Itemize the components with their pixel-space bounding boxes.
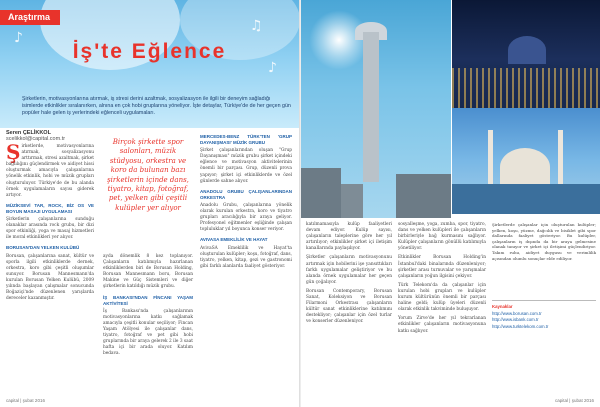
city-lights — [452, 68, 600, 108]
article-column-5 — [398, 222, 486, 338]
building — [341, 184, 363, 218]
web-link[interactable]: http://www.turktelekom.com.tr — [492, 323, 549, 329]
author-email: scelikkol@capital.com.tr — [6, 136, 66, 142]
article-paragraph: ayda dönemlik 8 kez toplanıyor. Çalışanların katılımıyla hazırlanan etkinliklerden biri de Borusan Holding, Borusan Mannesmann boru, Borusan Makine ve Güç Sistemleri ve diğer şirketlerin katıldığı müzik grubu. — [103, 254, 193, 290]
drop-cap: Ş — [6, 140, 21, 164]
sun-glare — [309, 10, 369, 70]
music-note-icon: ♫ — [250, 18, 263, 34]
music-note-icon: ♪ — [14, 30, 23, 46]
paragraph-text: irketlerde, motivasyonlarına atırmak, sosyalizasyonu arttırmak, stresi azaltmak, şirket bağlılığını güçlendirmek ve aidiyet hissi oluşturmak amacıyla çalışanlarına yönelik etkinlik, hobi ve müzik grupları oluşturuluyor. Türkiye'de de bu alanda örnek uygulamaların sayısı giderek artıyor. — [6, 144, 94, 198]
article-paragraph: Borusan Contemporary, Borusan Sanat, Koleksiyon ve Borusan Filarmoni Orkestrası çalışanların kültür sanat etkinliklerine katılımını destekliyor; çalışanlar için özel turlar ve konserler düzenleniyor. — [306, 288, 392, 325]
article-column-4 — [306, 222, 392, 329]
article-paragraph: Şirket çalışanlarından oluşan "Grup Dayanışması" müzik grubu şirket içindeki eğlence ve motivasyon aktivitelerinin önemli bir parçası. Grup, düzenli prova yapıyor; şirket içi etkinliklerde ve özel günlerde sahne alıyor. — [200, 148, 292, 184]
article-paragraph: Yorum Zirve'de her yıl tekrarlanan etkinlikler çalışanların motivasyonuna katkı sağlıyor. — [398, 316, 486, 334]
article-paragraph: AvivaSA Emeklilik ve Hayat'ta oluşturulan kulüpler; koşu, fotoğraf, dans, tiyatro, yelken, kitap, gezi ve gastronomi gibi farklı alanlarda faaliyet gösteriyor. — [200, 245, 292, 269]
page-title: İş'te Eğlence — [72, 40, 227, 63]
water — [452, 184, 600, 214]
article-paragraph: Türk Telekom'da da çalışanlar için kurulan hobi grupları ve kulüpler kurum kültürünün önemli bir parçası haline geldi; kulüp üyeleri düzenli olarak etkinlik takviminde buluşuyor. — [398, 282, 486, 313]
building — [301, 168, 341, 218]
night-dome — [508, 36, 546, 64]
subheading: BORUSAN'DAN YELKEN KULÜBÜ — [6, 245, 80, 251]
article-column-3 — [200, 130, 292, 273]
web-link[interactable]: http://www.isbank.com.tr — [492, 317, 539, 322]
building — [396, 174, 451, 218]
article-paragraph: İş Bankası'nda çalışanlarının motivasyonlarına katkı sağlamak amacıyla çeşitli konular seçiliyor; Fincan Yaşam Atölyesi ile çalışanlar dans, tiyatro, fotoğraf ve pet gibi hobi gruplarında bir araya gelerek 2 ile 3 saat hafta içi bir arada oluyor. Katılım bedava. — [103, 308, 193, 357]
web-box-title: Kaynaklar — [492, 304, 513, 309]
article-column-1 — [6, 140, 94, 305]
article-column-2 — [103, 254, 193, 361]
mosque-dome — [500, 148, 550, 186]
music-note-icon: ♪ — [268, 60, 277, 76]
subheading: İŞ BANKASI'NDAN FİNCANI YAŞAM AKTİVİTESİ — [103, 294, 193, 306]
article-paragraph: sosyalleşme, yoga, zumba, spor, tiyatro, dans ve yelken kulüpleri ile çalışanların birbirleriyle bağ kurmasını sağlıyor. Kulüpler çalışanların gönüllü katılımıyla yönetiliyor. — [398, 222, 486, 252]
folio-right: capital | şubat 2016 — [555, 398, 594, 403]
article-paragraph: Şirketler çalışanların motivasyonunu artırmak için hobilerini işe yansıttıkları farklı uygulamalar geliştiriyor ve bu alanda örnek uygulamalar her geçen gün çoğalıyor. — [306, 255, 392, 285]
minaret — [558, 130, 563, 188]
article-paragraph: Şirketlerde çalışanlar için oluşturulan kulüpler; yelken, koşu, yüzme, dağcılık ve bisiklet gibi spor dallarında faaliyet gösteriyor. Bu kulüpler, çalışanların iş dışında da bir araya gelmesine olanak tanıyor ve şirket içi iletişimi güçlendiriyor. Takım ruhu, aidiyet duygusu ve verimlilik açısından olumlu sonuçlar elde ediliyor. — [492, 222, 596, 261]
article-paragraph: Şirketlerin çalışanlarına sunduğu olanaklar arasında rock grubu, bir dizi spor etkinliği, yoga ve masaj hizmetleri ile moral etkinlikleri yer alıyor. — [6, 217, 94, 241]
subheading: AVIVASA EMEKLİLİK VE HAYAT — [200, 237, 268, 243]
subheading: ANADOLU GRUBU ÇALIŞANLARINDAN ORKESTRA — [200, 188, 292, 200]
subheading: MÜZİKSEVİ TAR, ROCK, BİZ OS VE BOYUN MASAJI UYGULAMASI — [6, 202, 94, 214]
section-tag: Araştırma — [0, 10, 60, 25]
article-paragraph: Borusan, çalışanlarına sanat, kültür ve sporla ilgili etkinliklerde dernek, orkestra, koro gibi çeşitli oluşumlar sunuyor. Borusan Mannesmann'da kurulan Borusan Yelken Kulübü, 2009 yılında başlayan çalışmalar sonucunda Boğaziçi'nde düzenlenen yarışlarda dereceler kazanmıştır. — [6, 253, 94, 302]
tower-body — [363, 32, 379, 182]
author-name: Seren ÇELİKKOL — [6, 130, 51, 136]
minaret — [488, 130, 493, 188]
night-city-photo — [452, 0, 600, 108]
article-paragraph — [6, 140, 94, 199]
article-paragraph: Etkinlikler Borusan Holding'in İstanbul'daki binalarında düzenleniyor; şirketler arası turnuvalar ve yarışmalar çalışanların yoğun ilgisini çekiyor. — [398, 255, 486, 279]
article-column-6 — [492, 222, 596, 264]
article-paragraph: katılmamasıyla kulüp faaliyetleri devam ediyor. Kulüp sayısı, çalışanların taleplerine göre her yıl artırılıyor; etkinlikler şirket içi iletişim kanallarında paylaşılıyor. — [306, 222, 392, 252]
pull-quote: Birçok şirkette spor salonları, müzik stüdyosu, orkestra ve koro da bulunan bazı şirketlerin içinde dans, tiyatro, kitap, fotoğraf, pet, yelken gibi çeşitli kulüpler yer alıyor — [107, 138, 189, 212]
lead-paragraph: Şirketlerin, motivasyonlarına atırmak, iş stresi derini azaltmak, sosyalizasyon ile ilgili bir deneyim sağladığı isimlerde etkinlikler sıralanırken, alnına en çok hobi gruplarına yöneliyor. İşte detaylar, Türkiye'de de her geçen gün popüler hale gelen iş yerlerindeki eğlenceli uygulamaları. — [22, 96, 291, 116]
mosque-photo — [452, 108, 600, 214]
article-paragraph: Anadolu Grubu, çalışanlarına yönelik olarak kurulan orkestra, koro ve tiyatro grupları aracılığıyla bir araya geliyor. Profesyonel eğitmenler eşliğinde çalışan topluluklar yıl boyunca konser veriyor. — [200, 202, 292, 233]
web-links-box — [492, 300, 596, 330]
city-tower-photo — [301, 0, 451, 218]
folio-left: capital | şubat 2016 — [6, 398, 45, 403]
web-link[interactable]: http://www.borusan.com.tr — [492, 310, 542, 316]
subheading: MERCEDES-BENZ TÜRK'TEN 'GRUP DAYANIŞMASI' MÜZİK GRUBU — [200, 134, 292, 146]
